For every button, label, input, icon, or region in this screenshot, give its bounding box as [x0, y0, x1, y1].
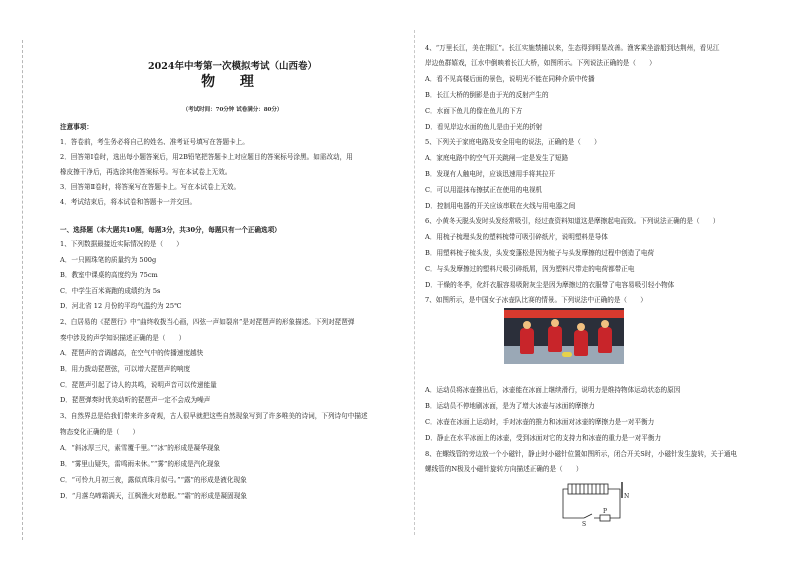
- question-line: C．冰壶在冰面上运动时，手对冰壶的推力和冰面对冰壶的摩擦力是一对平衡力: [425, 418, 655, 426]
- question-line: B．用力拨动琵琶弦，可以增大琵琶声的响度: [60, 365, 191, 373]
- question-line: C．与头发摩擦过的塑料尺吸引碎纸屑，因为塑料尺带走的电荷都带正电: [425, 265, 635, 273]
- question-line: 4、“万里长江，美在荆江”。长江实施禁捕以来，生态得到明显改善。渔客乘坐游船到达荆州，看见江: [425, 44, 720, 52]
- solenoid-circuit-diagram: [560, 478, 630, 528]
- question-line: C．可以用湿抹布擦拭正在使用的电视机: [425, 186, 543, 194]
- question-line: A．用梳子梳理头发的塑料梳带可吸引碎纸片，说明塑料是导体: [425, 233, 608, 241]
- question-line: D．看见岸边水面的鱼儿是由于光的折射: [425, 123, 543, 131]
- binding-line: [12, 40, 23, 540]
- north-label: N: [624, 493, 630, 500]
- question-line: B．运动员不停地刷冰面，是为了增大冰壶与冰面的摩擦力: [425, 402, 595, 410]
- question-line: C．“可怜九月初三夜，露似真珠月似弓。”“露”的形成是液化现象: [60, 476, 247, 484]
- notice-heading: 注意事项：: [60, 123, 93, 131]
- curling-stone: [562, 352, 572, 357]
- athlete-head: [577, 323, 585, 331]
- question-line: B．教室中课桌的高度约为 75cm: [60, 271, 158, 279]
- question-line: 岸边鱼群嬉戏，江水中倒映着长江大桥，如图所示。下列说法正确的是（ ）: [425, 59, 656, 67]
- question-line: 1、下列数据最接近实际情况的是（ ）: [60, 240, 183, 248]
- question-line: D．“月落乌啼霜满天，江枫渔火对愁眠。”“霜”的形成是凝固现象: [60, 492, 247, 500]
- athlete-figure: [574, 330, 588, 356]
- subject-title: 物 理: [201, 74, 264, 90]
- athlete-figure: [520, 328, 534, 354]
- question-line: 螺线管的N极及小磁针旋转方向描述正确的是（ ）: [425, 465, 583, 473]
- question-line: B．长江大桥的倒影是由于光的反射产生的: [425, 91, 549, 99]
- notice-item: 3．回答第Ⅱ卷时，将答案写在答题卡上。写在本试卷上无效。: [60, 183, 241, 191]
- notice-item: 橡皮擦干净后，再选涂其他答案标号。写在本试卷上无效。: [60, 168, 232, 176]
- question-line: C．中学生百米赛跑的成绩约为 5s: [60, 287, 161, 295]
- question-line: 3、自然界总是给我们带来许多奇观，古人很早就把这些自然现象写到了许多唯美的诗词，下列诗句中描述: [60, 412, 368, 420]
- athlete-figure: [548, 326, 562, 352]
- question-line: 5、下列关于家庭电路及安全用电的说法，正确的是（ ）: [425, 138, 601, 146]
- curling-photo: [504, 308, 624, 364]
- photo-banner: [504, 310, 624, 318]
- question-line: B．发现有人触电时，应该迅速用手将其拉开: [425, 170, 556, 178]
- notice-item: 1．答卷前，考生务必将自己的姓名、准考证号填写在答题卡上。: [60, 138, 249, 146]
- question-line: D．控制用电器的开关应该串联在火线与用电器之间: [425, 202, 576, 210]
- question-line: B．用塑料梳子梳头发，头发变蓬松是因为梳子与头发摩擦的过程中创造了电荷: [425, 249, 655, 257]
- exam-title: 2024年中考第一次模拟考试（山西卷）: [148, 61, 317, 72]
- question-line: 2、白居易的《琵琶行》中“曲终收拨当心画，四弦一声如裂帛”是对琵琶声的形象描述。下列对琵琶弹: [60, 318, 355, 326]
- question-line: A．琵琶声的音调越高，在空气中的传播速度越快: [60, 349, 204, 357]
- resistor: [600, 515, 610, 521]
- question-line: 7、如图所示，是中国女子冰壶队比赛的情景。下列说法中正确的是（ ）: [425, 296, 647, 304]
- question-line: D．静止在水平冰面上的冰壶，受到冰面对它的支持力和冰壶的重力是一对平衡力: [425, 434, 662, 442]
- question-line: 8、在螺线管的旁边放一个小磁针，静止时小磁针位置如图所示，闭合开关S时，小磁针发生旋转，关于通电: [425, 450, 738, 458]
- switch-label: S: [582, 521, 587, 528]
- question-line: C．水面下鱼儿的像在鱼儿的下方: [425, 107, 523, 115]
- question-line: A．看不见高楼后面的景色，说明光不能在同种介质中传播: [425, 75, 595, 83]
- question-line: B．“雾里山疑失，雷鸣雨未休。”“雾”的形成是汽化现象: [60, 460, 221, 468]
- athlete-head: [551, 319, 559, 327]
- athlete-head: [601, 320, 609, 328]
- question-line: 奏中涉及的声学知识描述正确的是（ ）: [60, 334, 186, 342]
- resistor-label: P: [603, 508, 608, 515]
- question-line: C．琵琶声引起了诗人的共鸣，说明声音可以传递能量: [60, 381, 217, 389]
- switch-lever: [584, 514, 592, 518]
- coil-windings: [572, 484, 604, 494]
- exam-info: （考试时间：70分钟 试卷满分：80分）: [182, 107, 283, 113]
- question-line: D．干燥的冬季，化纤衣服容易吸附灰尘是因为摩擦过的衣服带了电容易吸引轻小物体: [425, 281, 675, 289]
- question-line: A．运动员将冰壶推出后，冰壶能在冰面上继续滑行，说明力是维持物体运动状态的原因: [425, 386, 681, 394]
- question-line: A．一只圆珠笔的质量约为 500g: [60, 256, 157, 264]
- question-line: A．家庭电路中的空气开关跳闸一定是发生了短路: [425, 154, 569, 162]
- section-heading: 一、选择题（本大题共10题，每题3分，共30分，每题只有一个正确选项）: [60, 226, 281, 234]
- question-line: 物态变化正确的是（ ）: [60, 428, 140, 436]
- question-line: D．琵琶弹奏时优美动听的琵琶声一定不会成为噪声: [60, 396, 211, 404]
- athlete-head: [523, 321, 531, 329]
- athlete-figure: [598, 327, 612, 353]
- circuit-wires: [563, 489, 620, 518]
- question-line: A．“斜冰厚三尺，素雪覆千里。”“冰”的形成是凝华现象: [60, 444, 221, 452]
- question-line: D．河北省 12 月份的平均气温约为 25℃: [60, 302, 182, 310]
- notice-item: 2．回答第Ⅰ卷时，选出每小题答案后，用2B铅笔把答题卡上对应题目的答案标号涂黑。如需改动，用: [60, 153, 353, 161]
- notice-item: 4．考试结束后，将本试卷和答题卡一并交回。: [60, 198, 197, 206]
- question-line: 6、小黄冬天脱头发时头发经常吸引，经过查资料知道这是摩擦起电而致。下列说法正确的是（ ）: [425, 217, 720, 225]
- column-divider: [414, 30, 415, 535]
